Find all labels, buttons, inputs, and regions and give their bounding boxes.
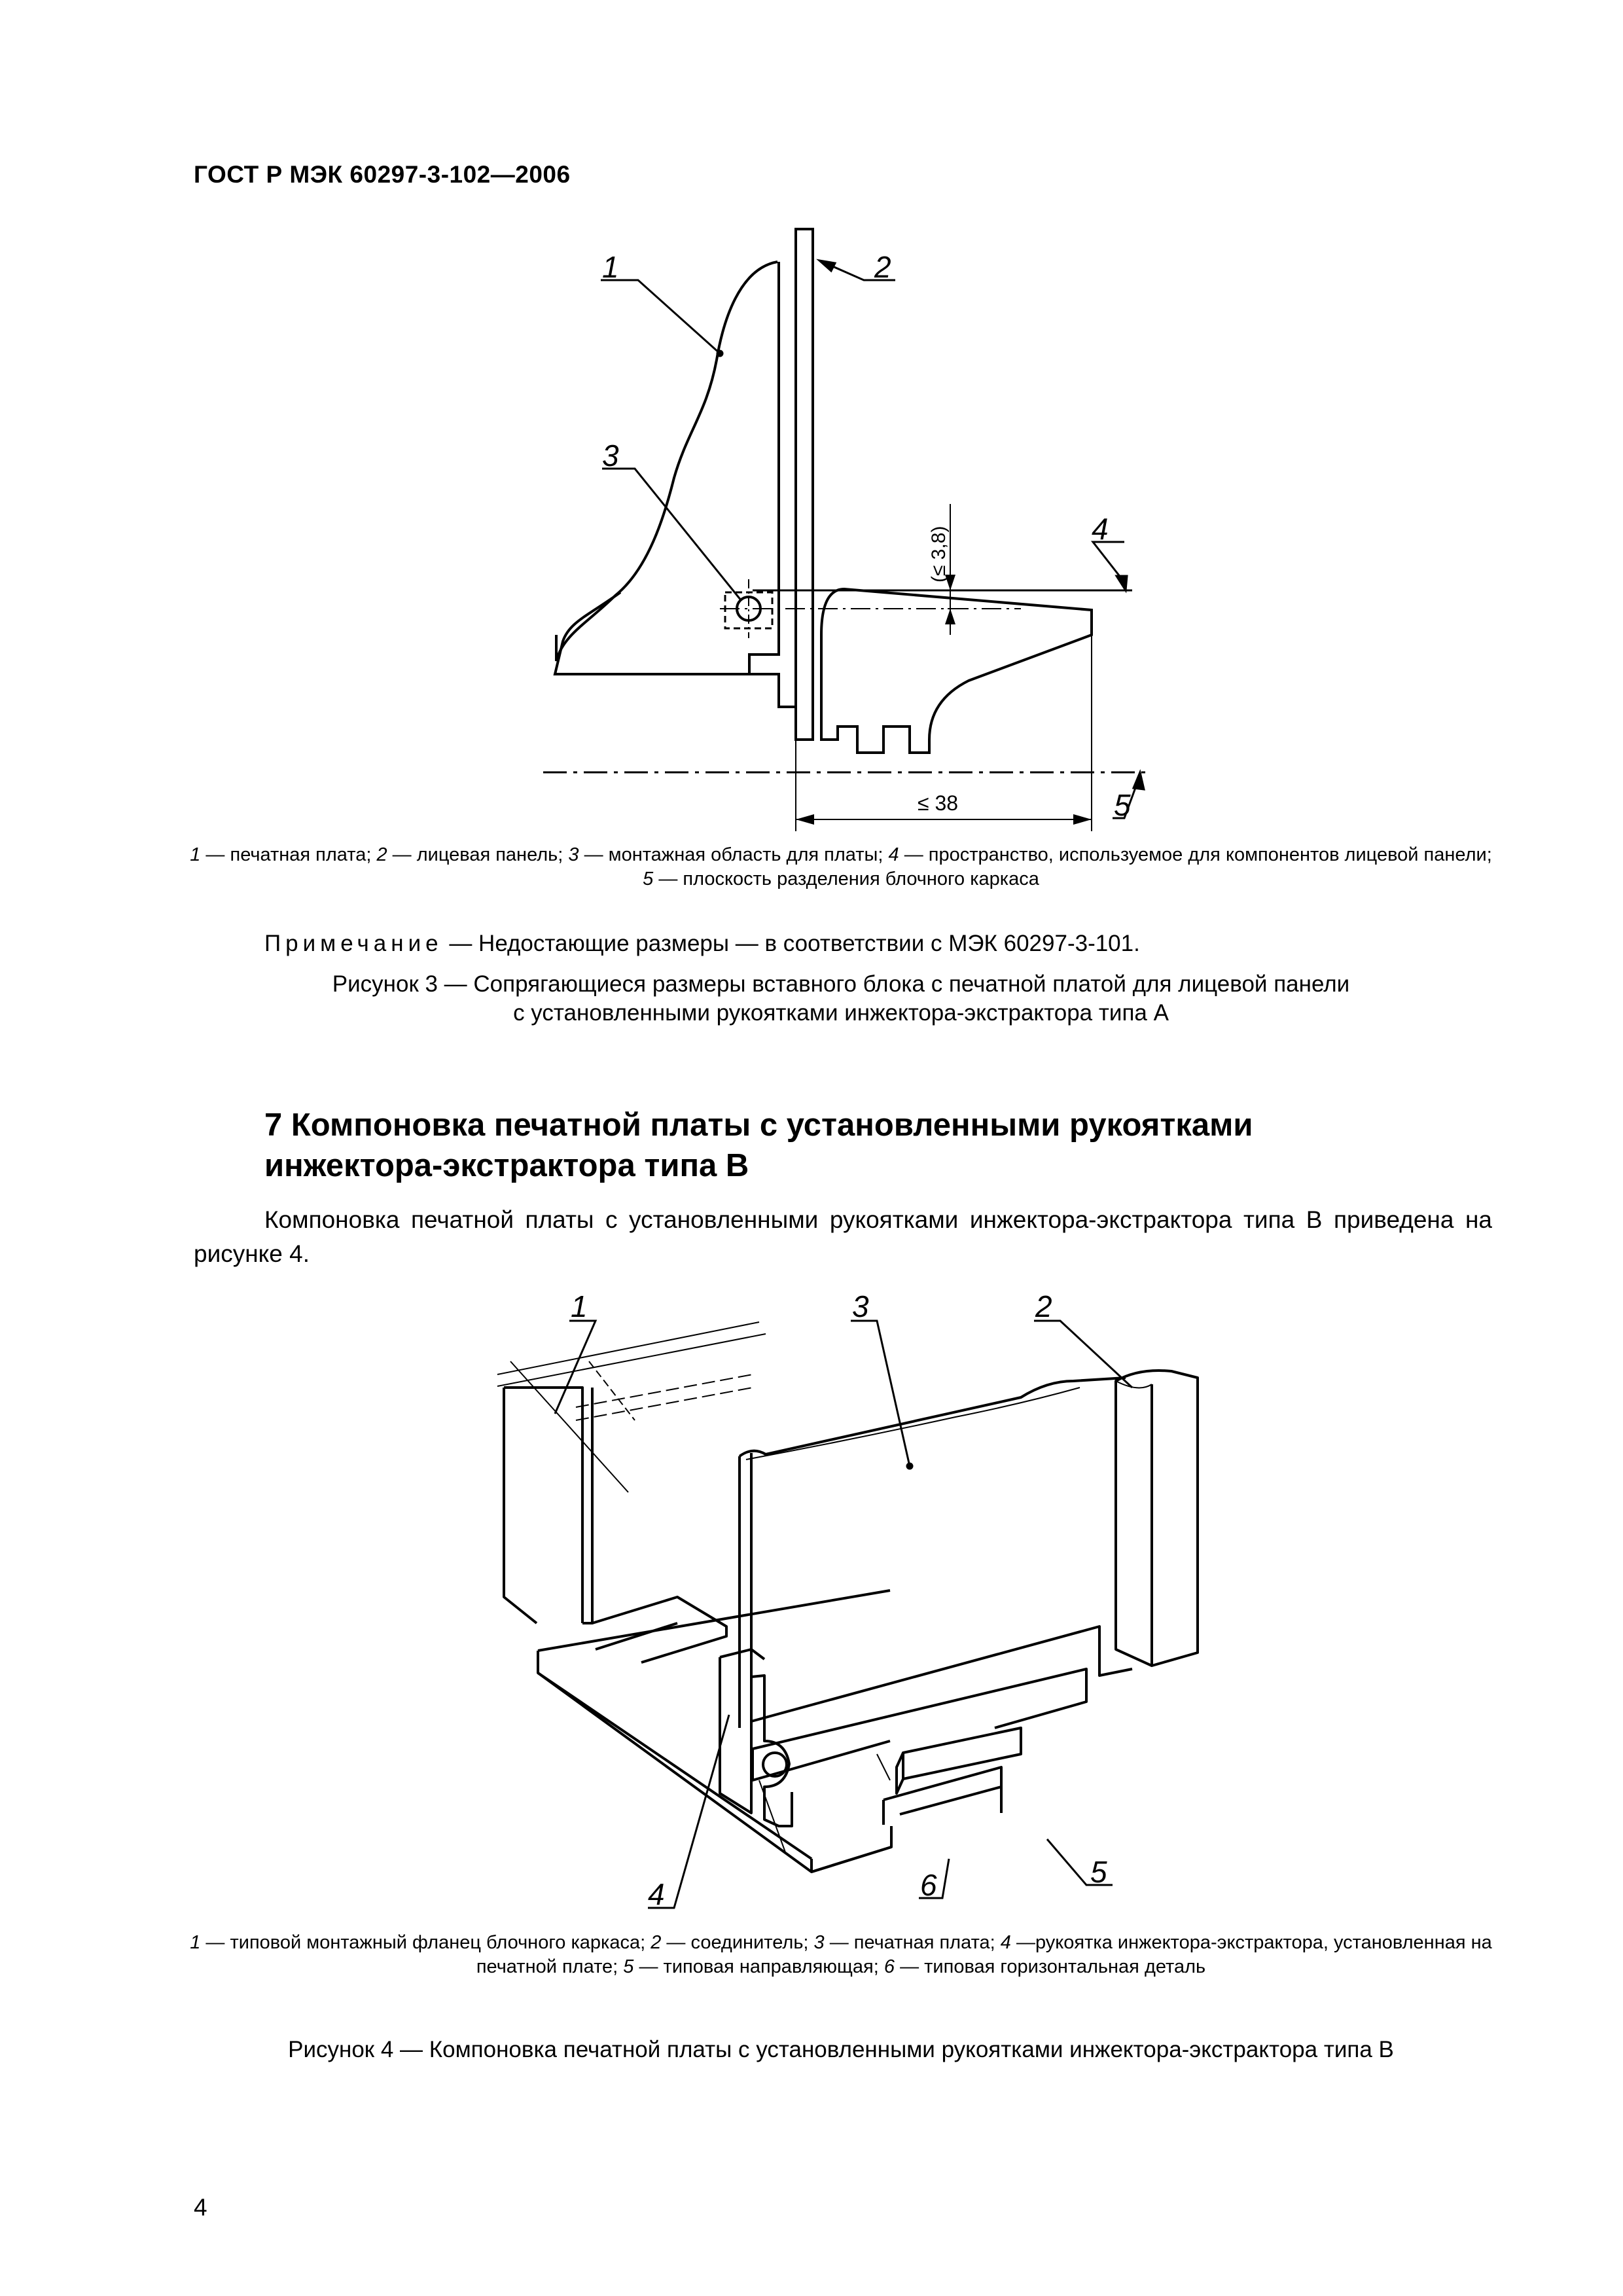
fig3-callout-1: 1	[602, 250, 619, 284]
section-7-heading	[264, 1105, 1416, 1186]
fig4-callout-5: 5	[1090, 1855, 1107, 1889]
legend-text: — монтажная область для платы;	[579, 844, 889, 865]
section-title-line-2: инжектора-экстрактора типа В	[264, 1148, 749, 1183]
section-7-paragraph: Компоновка печатной платы с установленными рукоятками инжектора-экстрактора типа В приведена на рисунке 4.	[194, 1206, 1492, 1267]
figure-4-legend	[190, 1931, 1492, 1979]
fig3-dim-horizontal: ≤ 38	[918, 791, 959, 815]
pcb-lower-left	[555, 592, 779, 674]
fig3-callout-3: 3	[602, 439, 619, 473]
fig4-callout-3: 3	[852, 1289, 869, 1323]
legend-text: — типовой монтажный фланец блочного каркаса;	[200, 1932, 651, 1953]
handle-outline	[821, 589, 1092, 753]
legend-text: — плоскость разделения блочного каркаса	[653, 869, 1039, 889]
legend-num: 1	[190, 1932, 201, 1953]
legend-num: 6	[883, 1956, 895, 1977]
figure-3-caption-line-1: Рисунок 3 — Сопрягающиеся размеры вставного блока с печатной платой для лицевой панели	[332, 971, 1350, 997]
document-header: ГОСТ Р МЭК 60297-3-102—2006	[194, 161, 571, 188]
figure-3-drawing	[0, 216, 1623, 844]
legend-num: 2	[651, 1932, 662, 1953]
legend-num: 3	[568, 844, 579, 865]
legend-text: — типовая направляющая;	[633, 1956, 884, 1977]
flange-outline	[504, 1388, 592, 1623]
fig3-callout-4: 4	[1092, 512, 1109, 546]
section-title-line-1: 7 Компоновка печатной платы с установленными рукоятками	[264, 1107, 1253, 1143]
note-label: Примечание	[264, 931, 443, 956]
pcb	[740, 1378, 1132, 1728]
fig4-callout-4: 4	[648, 1877, 665, 1911]
legend-text: —рукоятка инжектора-экстрактора, установленная на печатной плате;	[476, 1932, 1492, 1977]
legend-text: — печатная плата;	[824, 1932, 1001, 1953]
legend-text: — печатная плата;	[200, 844, 377, 865]
guide-rail	[883, 1767, 1001, 1825]
fig3-dim-vertical: (≤ 3,8)	[928, 526, 950, 583]
legend-num: 3	[813, 1932, 825, 1953]
fig4-callout-2: 2	[1035, 1289, 1052, 1323]
legend-num: 1	[190, 844, 201, 865]
note-text: — Недостающие размеры — в соответствии с МЭК 60297-3-101.	[442, 931, 1140, 956]
fig3-callout-2: 2	[874, 250, 891, 284]
legend-num: 4	[1000, 1932, 1011, 1953]
front-panel	[796, 229, 813, 740]
legend-num: 5	[643, 869, 654, 889]
pcb-torn-edge	[556, 262, 777, 661]
figure-3-legend	[190, 843, 1492, 891]
mount-bracket	[749, 262, 796, 707]
figure-4-caption: Рисунок 4 — Компоновка печатной платы с установленными рукоятками инжектора-экстрактора типа В	[288, 2037, 1394, 2062]
legend-text: — соединитель;	[661, 1932, 814, 1953]
legend-num: 5	[623, 1956, 634, 1977]
fig4-callout-1: 1	[571, 1289, 588, 1323]
figure-3-caption	[190, 970, 1492, 1028]
legend-num: 2	[376, 844, 387, 865]
legend-text: — пространство, используемое для компонентов лицевой панели;	[899, 844, 1492, 865]
legend-text: — типовая горизонтальная деталь	[895, 1956, 1206, 1977]
fig3-callout-5: 5	[1114, 788, 1131, 822]
fig4-callout-6: 6	[920, 1868, 937, 1902]
figure-3-caption-line-2: с установленными рукоятками инжектора-экстрактора типа А	[513, 1000, 1169, 1026]
legend-num: 4	[888, 844, 899, 865]
page-number: 4	[194, 2194, 207, 2221]
connector	[1116, 1371, 1198, 1666]
figure-3-note	[264, 931, 1140, 957]
figure-4-drawing	[0, 1283, 1623, 1937]
legend-text: — лицевая панель;	[387, 844, 569, 865]
